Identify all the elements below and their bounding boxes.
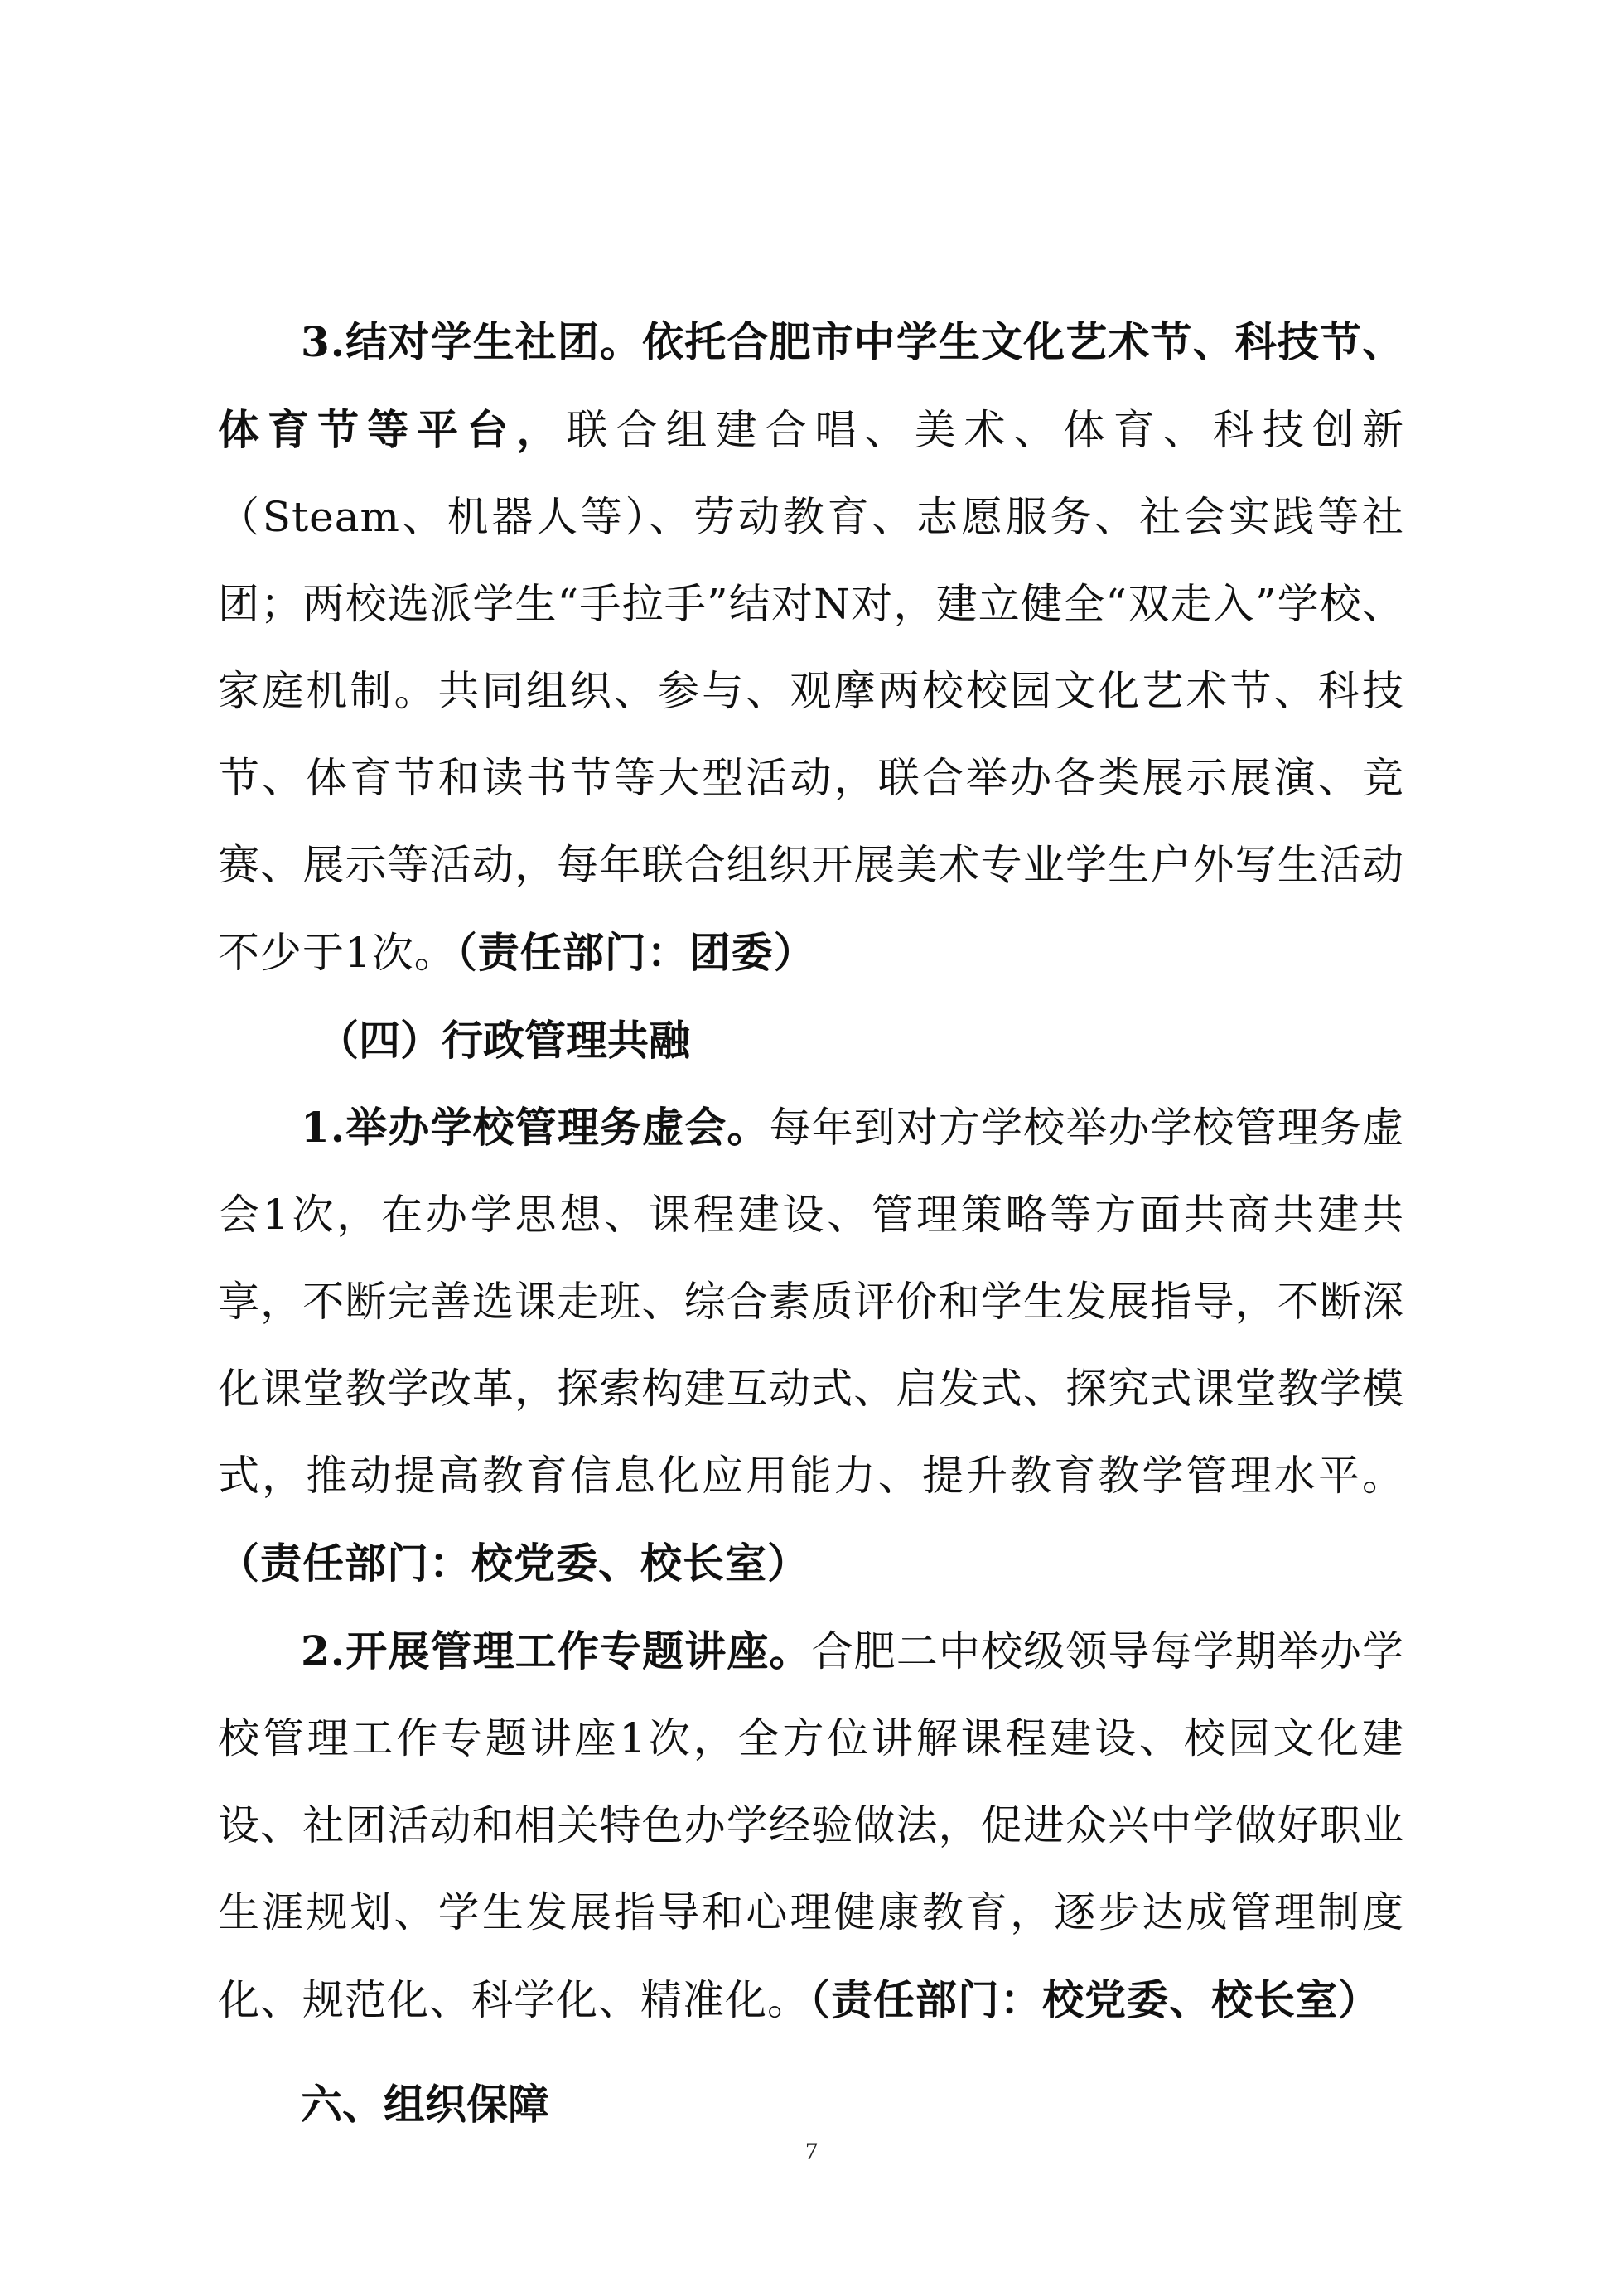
section-heading: （四）行政管理共融	[317, 1016, 690, 1065]
paragraph-management-meeting	[218, 1084, 1404, 1607]
responsibility-note: （责任部门：团委）	[456, 928, 816, 977]
responsibility-note: （责任部门：校党委、校长室）	[218, 1539, 809, 1588]
paragraph-management-lectures	[218, 1607, 1404, 2044]
document-body	[218, 298, 1404, 2148]
paragraph-student-clubs	[218, 298, 1404, 997]
paragraph-text: 每年到对方学校举办学校管理务虚会1次，在办学思想、课程建设、管理策略等方面共商共建共享，不断完善选课走班、综合素质评价和学生发展指导，不断深化课堂教学改革，探索构建互动式、启发式、探究式课堂教学模式，推动提高教育信息化应用能力、提升教育教学管理水平。	[218, 1104, 1405, 1500]
paragraph-text: 合肥二中校级领导每学期举办学校管理工作专题讲座1次，全方位讲解课程建设、校园文化建设、社团活动和相关特色办学经验做法，促进众兴中学做好职业生涯规划、学生发展指导和心理健康教育，逐步达成管理制度化、规范化、科学化、精准化。	[218, 1627, 1405, 2024]
paragraph-lead: 2.开展管理工作专题讲座。	[301, 1627, 812, 1675]
chapter-heading: 六、组织保障	[301, 2080, 549, 2129]
responsibility-note: （责任部门：校党委、校长室）	[809, 1975, 1380, 2024]
page-number: 7	[805, 2138, 818, 2165]
paragraph-text: 联合组建合唱、美术、体育、科技创新（Steam、机器人等）、劳动教育、志愿服务、社会实践等社团；两校选派学生“手拉手”结对N对，建立健全“双走入”学校、家庭机制。共同组织、参与、观摩两校校园文化艺术节、科技节、体育节和读书节等大型活动，联合举办各类展示展演、竞赛、展示等活动，每年联合组织开展美术专业学生户外写生活动不少于1次。	[218, 406, 1405, 977]
paragraph-lead: 3.结对学生社团。依托合肥市中学生文化艺术节、科技节、体育节等平台，	[218, 317, 1404, 454]
paragraph-lead: 1.举办学校管理务虚会。	[301, 1103, 770, 1152]
